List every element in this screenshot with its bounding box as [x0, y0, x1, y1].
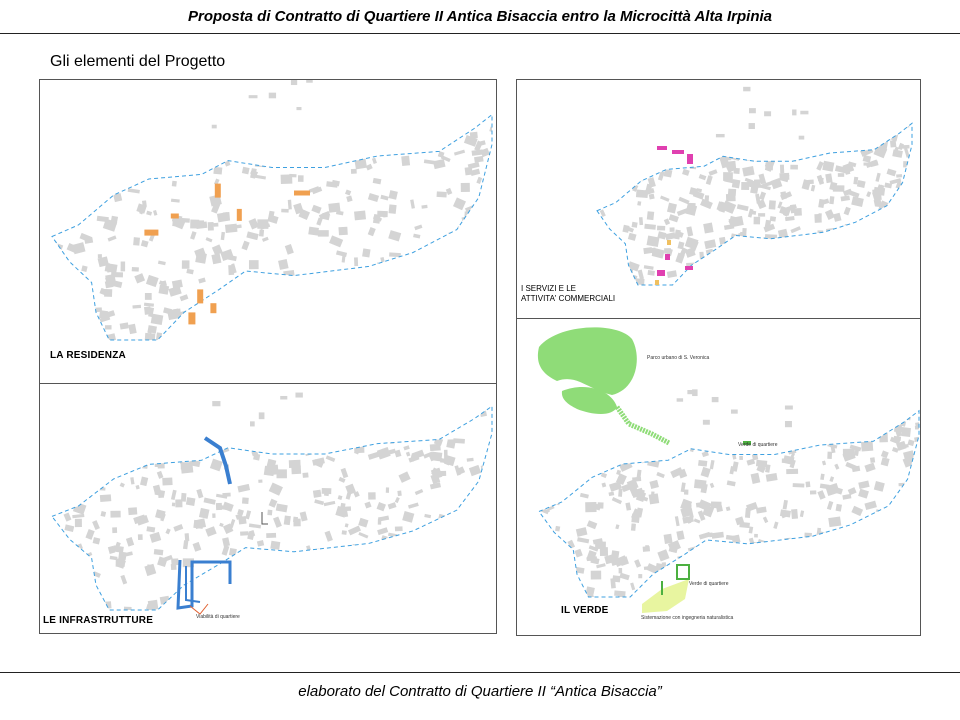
panel-infrastrutture	[39, 383, 497, 634]
residenza-highlight	[210, 303, 216, 313]
servizi-label-line1: I SERVIZI E LE	[521, 284, 576, 293]
svc-boundary	[597, 123, 912, 285]
ver-buildings	[537, 405, 921, 606]
green-label-2: Verde di quartiere	[689, 581, 729, 587]
header-rule	[0, 33, 960, 34]
servizi-highlight	[657, 146, 667, 150]
svc-town	[597, 87, 921, 295]
residenza-highlight	[188, 312, 195, 324]
panel-label-servizi	[521, 284, 615, 304]
panel-label-verde: IL VERDE	[561, 605, 609, 616]
town-map-residenza	[40, 80, 497, 384]
servizi-secondary	[655, 280, 659, 285]
inf-town	[52, 384, 497, 619]
servizi-highlight	[657, 270, 665, 276]
res-boundary	[52, 115, 492, 340]
footer-text: elaborato del Contratto di Quartiere II “Antica Bisaccia”	[298, 683, 662, 700]
green-path	[617, 407, 669, 443]
panel-servizi	[516, 79, 921, 320]
document-header-title: Proposta di Contratto di Quartiere II Antica Bisaccia entro la Microcittà Alta Irpinia	[187, 8, 772, 25]
infrastructure-marker	[262, 512, 268, 524]
residenza-highlight	[237, 209, 242, 221]
inf-buildings	[52, 399, 497, 619]
servizi-highlight	[665, 254, 670, 260]
inf-boundary	[52, 406, 492, 610]
naturalistic-area	[642, 579, 689, 613]
green-label-1: Verde di quartiere	[738, 442, 778, 448]
panel-label-infrastrutture: LE INFRASTRUTTURE	[43, 615, 154, 626]
servizi-highlight	[672, 150, 684, 154]
servizi-highlight	[685, 266, 693, 270]
town-map-infrastrutture	[40, 384, 497, 634]
naturalistic-label: Sistemazione con ingegneria naturalistica	[641, 615, 734, 621]
town-map-verde	[517, 319, 921, 636]
panel-verde	[516, 318, 921, 636]
viabilita-label: Viabilità di quartiere	[196, 614, 240, 620]
residenza-highlight	[294, 191, 310, 196]
residenza-highlight	[197, 289, 203, 303]
res-town	[51, 80, 497, 347]
panel-residenza	[39, 79, 497, 384]
servizi-label-line2: ATTIVITA' COMMERCIALI	[521, 294, 616, 303]
residenza-highlight	[144, 230, 158, 236]
servizi-secondary	[667, 240, 671, 245]
section-title: Gli elementi del Progetto	[50, 53, 226, 70]
residenza-highlight	[215, 184, 221, 198]
panel-label-residenza: LA RESIDENZA	[50, 350, 126, 361]
res-buildings	[51, 108, 497, 347]
ver-town	[537, 389, 921, 606]
footer-rule	[0, 672, 960, 673]
residenza-highlight	[171, 214, 179, 219]
svc-buildings	[597, 119, 920, 294]
green-area-2	[677, 565, 689, 579]
park-area-upper	[538, 327, 637, 395]
servizi-highlight	[687, 154, 693, 164]
park-label: Parco urbano di S. Veronica	[647, 355, 710, 361]
